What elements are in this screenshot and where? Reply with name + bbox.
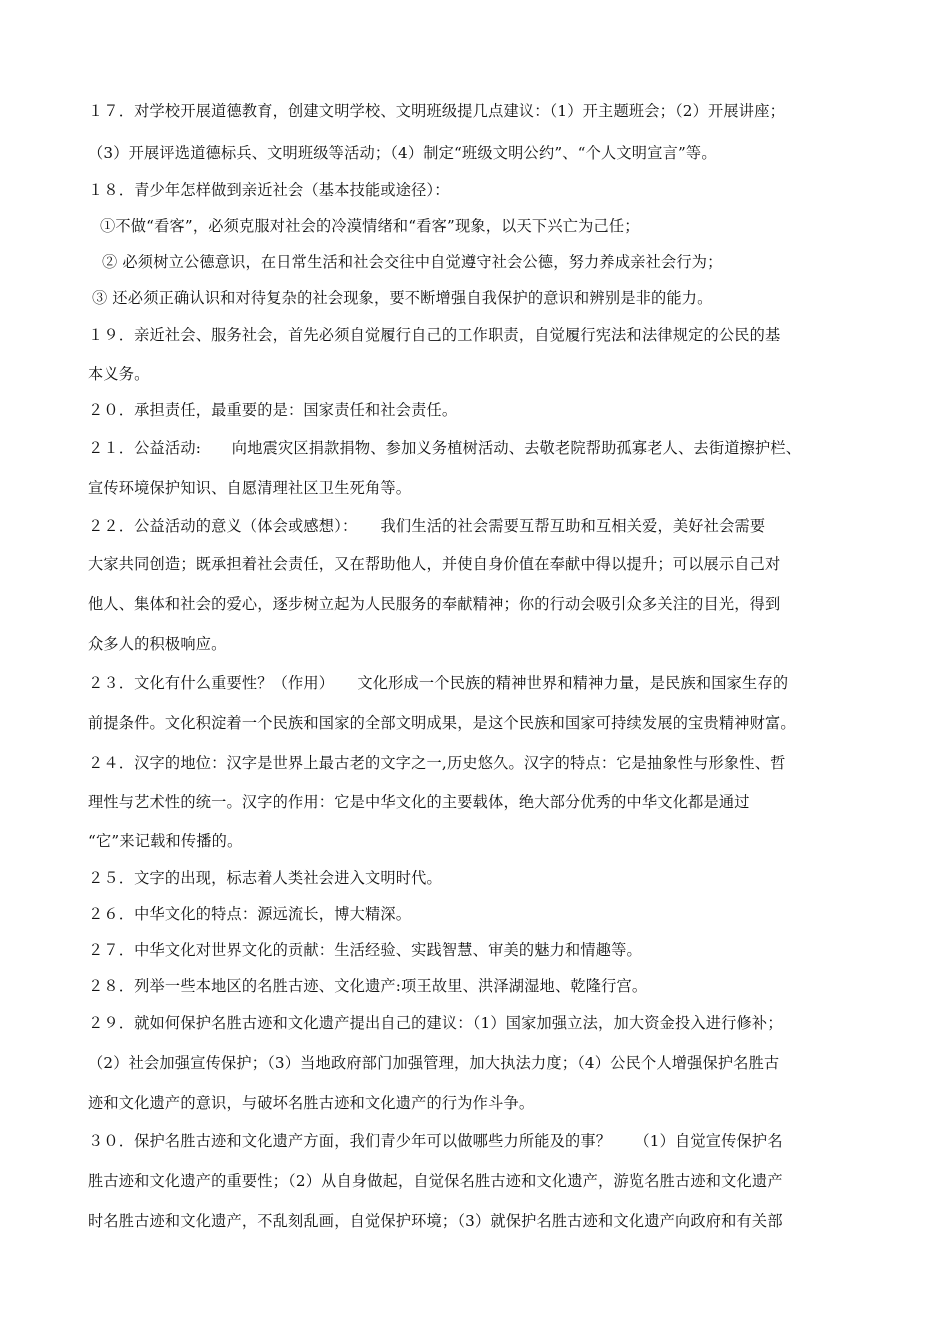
- text-line: （2）社会加强宣传保护；（3）当地政府部门加强管理，加大执法力度；（4）公民个人增强保护名胜古: [88, 1054, 780, 1072]
- text-line: 他人、集体和社会的爱心，逐步树立起为人民服务的奉献精神；你的行动会吸引众多关注的目光，得到: [88, 595, 781, 613]
- text-line: ２３．文化有什么重要性？（作用） 文化形成一个民族的精神世界和精神力量，是民族和国家生存的: [88, 674, 789, 692]
- text-line: ２６．中华文化的特点：源远流长，博大精深。: [88, 905, 412, 923]
- text-line: ② 必须树立公德意识，在日常生活和社会交往中自觉遵守社会公德，努力养成亲社会行为；: [102, 253, 723, 271]
- text-line: １９．亲近社会、服务社会，首先必须自觉履行自己的工作职责，自觉履行宪法和法律规定的公民的基: [88, 326, 781, 344]
- text-line: 本义务。: [88, 365, 150, 383]
- text-line: ２１．公益活动: 向地震灾区捐款捐物、参加义务植树活动、去敬老院帮助孤寡老人、去街道擦护栏、: [88, 439, 802, 457]
- text-line: ③ 还必须正确认识和对待复杂的社会现象，要不断增强自我保护的意识和辨别是非的能力。: [92, 289, 713, 307]
- text-line: （3）开展评选道德标兵、文明班级等活动；（4）制定“班级文明公约”、“个人文明宣言”等。: [88, 144, 717, 162]
- text-line: 宣传环境保护知识、自愿清理社区卫生死角等。: [88, 479, 412, 497]
- text-line: ２０．承担责任，最重要的是：国家责任和社会责任。: [88, 401, 458, 419]
- text-line: ３０．保护名胜古迹和文化遗产方面，我们青少年可以做哪些力所能及的事？ （1）自觉宣传保护名: [88, 1132, 783, 1150]
- text-line: 众多人的积极响应。: [88, 635, 227, 653]
- text-line: ２２．公益活动的意义（体会或感想）： 我们生活的社会需要互帮互助和互相关爱，美好社会需要: [88, 517, 766, 535]
- text-line: １８．青少年怎样做到亲近社会（基本技能或途径）：: [88, 181, 450, 199]
- text-line: ２４．汉字的地位：汉字是世界上最古老的文字之一,历史悠久。汉字的特点：它是抽象性与形象性、哲: [88, 754, 786, 772]
- text-line: 胜古迹和文化遗产的重要性；（2）从自身做起，自觉保名胜古迹和文化遗产，游览名胜古迹和文化遗产: [88, 1172, 783, 1190]
- text-line: 迹和文化遗产的意识，与破坏名胜古迹和文化遗产的行为作斗争。: [88, 1094, 535, 1112]
- text-line: 大家共同创造；既承担着社会责任，又在帮助他人，并使自身价值在奉献中得以提升；可以展示自己对: [88, 555, 781, 573]
- text-line: ①不做“看客”，必须克服对社会的冷漠情绪和“看客”现象，以天下兴亡为己任；: [100, 217, 640, 235]
- text-line: 理性与艺术性的统一。汉字的作用：它是中华文化的主要载体，绝大部分优秀的中华文化都是通过: [88, 793, 750, 811]
- text-line: 时名胜古迹和文化遗产，不乱刻乱画，自觉保护环境；（3）就保护名胜古迹和文化遗产向政府和有关部: [88, 1212, 783, 1230]
- text-line: ２７．中华文化对世界文化的贡献：生活经验、实践智慧、审美的魅力和情趣等。: [88, 941, 642, 959]
- text-line: 前提条件。文化积淀着一个民族和国家的全部文明成果，是这个民族和国家可持续发展的宝贵精神财富。: [88, 714, 796, 732]
- text-line: ２９．就如何保护名胜古迹和文化遗产提出自己的建议：（1）国家加强立法，加大资金投入进行修补；: [88, 1014, 783, 1032]
- text-line: １７．对学校开展道德教育，创建文明学校、文明班级提几点建议：（1）开主题班会；（2）开展讲座；: [88, 102, 785, 120]
- text-line: ２５．文字的出现，标志着人类社会进入文明时代。: [88, 869, 442, 887]
- text-line: “它”来记载和传播的。: [88, 832, 243, 850]
- text-line: ２８．列举一些本地区的名胜古迹、文化遗产:项王故里、洪泽湖湿地、乾隆行宫。: [88, 977, 648, 995]
